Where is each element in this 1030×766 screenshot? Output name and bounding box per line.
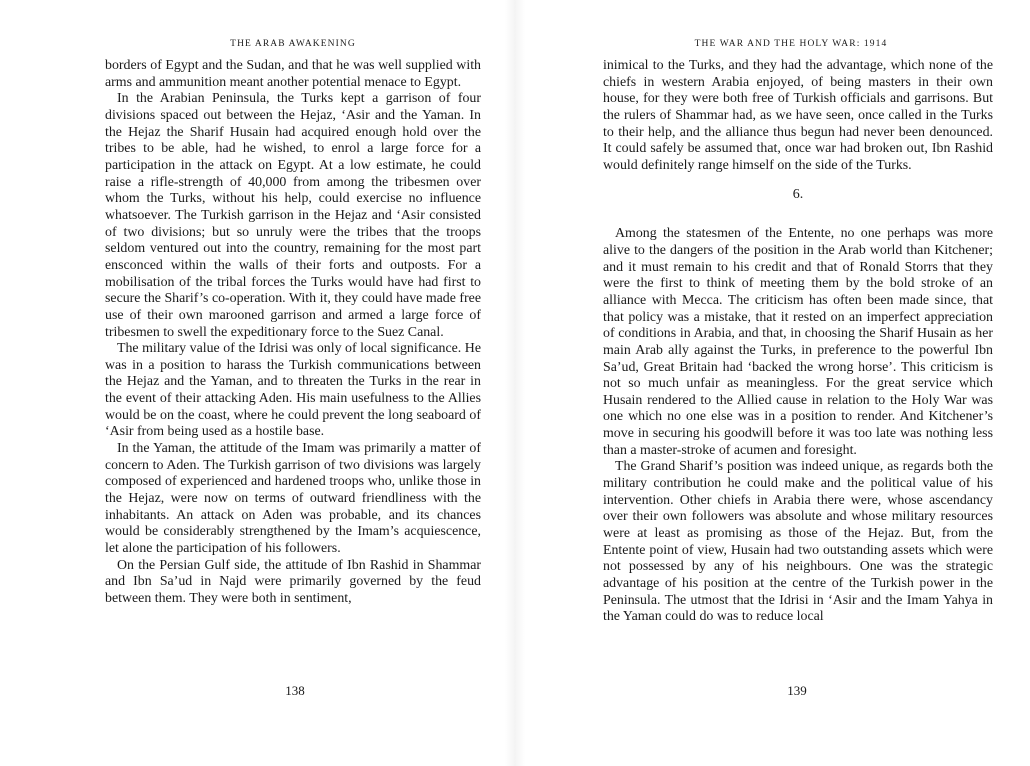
left-body-text xyxy=(105,58,481,608)
right-body-text xyxy=(603,58,993,626)
right-page xyxy=(515,0,1030,766)
left-running-head: THE ARAB AWAKENING xyxy=(230,39,356,49)
left-paragraph-5: On the Persian Gulf side, the attitude of Ibn Rashid in Shammar and Ibn Sa’ud in Najd were primarily governed by the feud between them. They were both in sentiment, xyxy=(105,557,481,606)
section-number: 6. xyxy=(792,186,804,202)
left-paragraph-1: borders of Egypt and the Sudan, and that he was well supplied with arms and ammunition meant another potential menace to Egypt. xyxy=(105,58,481,90)
right-paragraph-3: The Grand Sharif’s position was indeed unique, as regards both the military contribution he could make and the political value of his intervention. Other chiefs in Arabia there were, whose ascendancy over their own followers was absolute and whose military resources were at least as promising as those of the Hejaz. But, from the Entente point of view, Husain had two outstanding assets which were not possessed by any of his neighbours. One was the strategic advantage of his position at the centre of the Turkish power in the Peninsula. The utmost that the Idrisi in ‘Asir and the Imam Yahya in the Yaman could do was to reduce local xyxy=(603,459,993,625)
right-page-number: 139 xyxy=(787,683,807,698)
left-paragraph-2: In the Arabian Peninsula, the Turks kept a garrison of four divisions spaced out between the Hejaz, ‘Asir and the Yaman. In the Hejaz the Sharif Husain had acquired enough hold over the tribes to be able, had he wished, to enrol a large force for a participation in the attack on Egypt. At a low estimate, he could raise a rifle-strength of 40,000 from among the tribesmen over whom the Turks, without his help, could exercise no influence whatsoever. The Turkish garrison in the Hejaz and ‘Asir consisted of two divisions; but so unruly were the tribes that the troops seldom ventured out into the country, remaining for the most part ensconced within the walls of their forts and outposts. For a mobilisation of the tribal forces the Turks would have had first to secure the Sharif’s co-operation. With it, they could have made free use of their own marooned garrison and armed a large force of tribesmen to swell the expeditionary force to the Suez Canal. xyxy=(105,91,481,340)
left-paragraph-3: The military value of the Idrisi was only of local significance. He was in a position to harass the Turkish communications between the Hejaz and the Yaman, and to threaten the Turks in the rear in the event of their attacking Aden. His main usefulness to the Allies would be on the coast, where he could prevent the long seaboard of ‘Asir from being used as a hostile base. xyxy=(105,341,481,440)
right-paragraph-1: inimical to the Turks, and they had the advantage, which none of the chiefs in western Arabia enjoyed, of being masters in their own house, for they were both free of Turkish officials and garrisons. But the rulers of Shammar had, as we have seen, once called in the Turks to their help, and the alliance thus begun had never been denounced. It could safely be assumed that, once war had broken out, Ibn Rashid would definitely range himself on the side of the Turks. xyxy=(603,58,993,173)
right-paragraph-2: Among the statesmen of the Entente, no one perhaps was more alive to the dangers of the position in the Arab world than Kitchener; and it must remain to his credit and that of Ronald Storrs that they were the first to think of meeting them by the bold stroke of an alliance with Mecca. The criticism has often been made since, that that policy was a mistake, that it rested on an imperfect appreciation of conditions in Arabia, and that, in choosing the Sharif Husain as her main Arab ally against the Turks, in preference to the powerful Ibn Sa’ud, Great Britain had ‘backed the wrong horse’. This criticism is not so much unfair as meaningless. For the great service which Husain rendered to the Allied cause in relation to the Holy War was one which no one else was in a position to render. And Kitchener’s move in securing his goodwill before it was too late was nothing less than a master-stroke of acumen and foresight. xyxy=(603,226,993,458)
right-running-head: THE WAR AND THE HOLY WAR: 1914 xyxy=(694,39,888,49)
left-page-number: 138 xyxy=(285,683,305,698)
left-paragraph-4: In the Yaman, the attitude of the Imam was primarily a matter of concern to Aden. The Turkish garrison of two divisions was largely composed of experienced and hardened troops who, unlike those in the Hejaz, were now on terms of outward friendliness with the inhabitants. An attack on Aden was probable, and its chances would be considerably strengthened by the Imam’s acquiescence, let alone the participation of his followers. xyxy=(105,441,481,557)
